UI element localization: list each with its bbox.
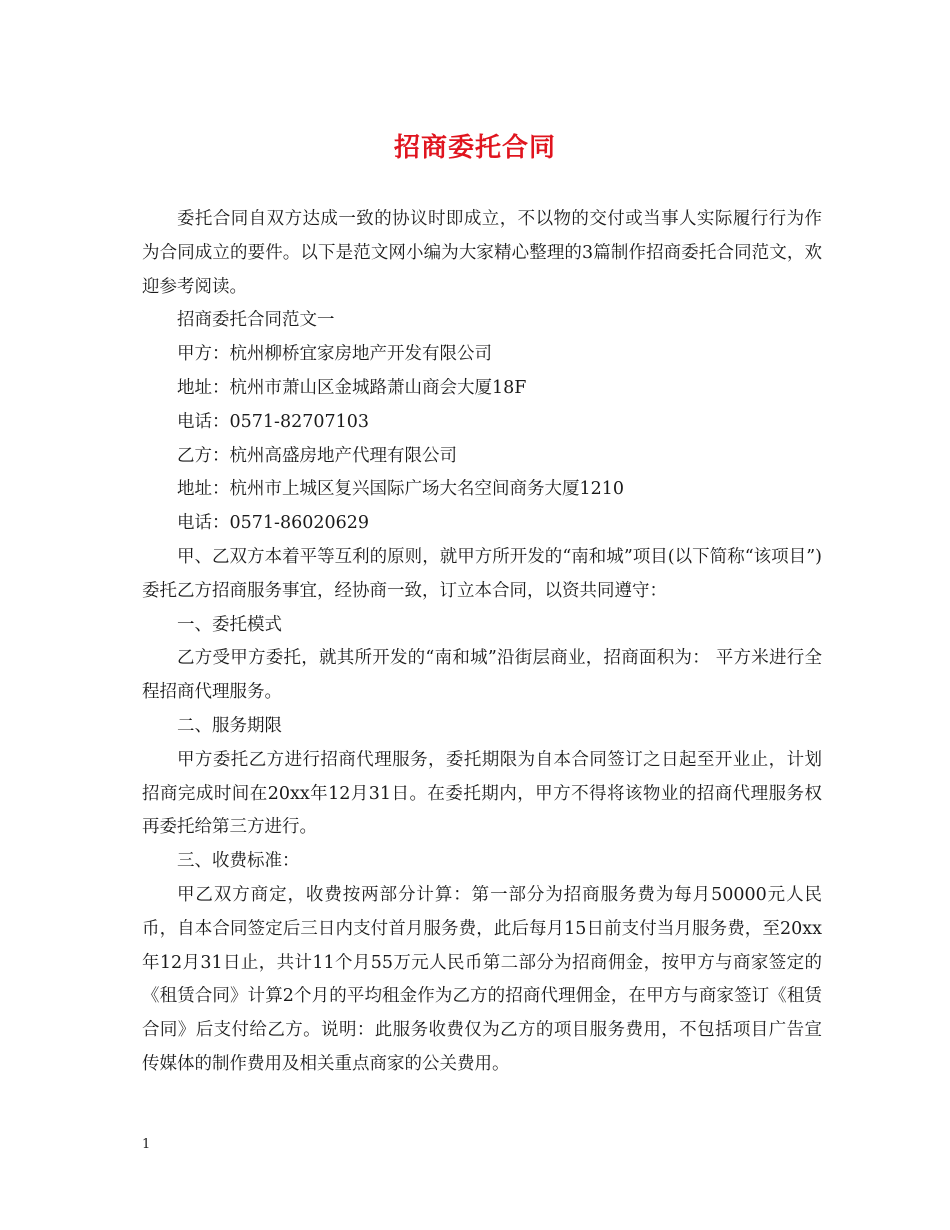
paragraph-mode: 乙方受甲方委托，就其所开发的“南和城”沿街层商业，招商面积为： 平方米进行全程招商代理服务。 [142,648,822,703]
paragraph-party-a-address: 地址：杭州市萧山区金城路萧山商会大厦18F [177,377,527,398]
paragraph-intro: 委托合同自双方达成一致的协议时即成立，不以物的交付或当事人实际履行行为作为合同成立的要件。以下是范文网小编为大家精心整理的3篇制作招商委托合同范文，欢迎参考阅读。 [142,209,822,297]
section-heading-fees: 三、收费标准： [177,851,300,872]
paragraph-party-a: 甲方：杭州柳桥宜家房地产开发有限公司 [177,344,492,365]
section-heading-term: 二、服务期限 [177,715,282,736]
paragraph-term: 甲方委托乙方进行招商代理服务，委托期限为自本合同签订之日起至开业止，计划招商完成时间在20xx年12月31日。在委托期内，甲方不得将该物业的招商代理服务权再委托给第三方进行。 [142,749,822,838]
document-title: 招商委托合同 [393,133,556,163]
section-heading-mode: 一、委托模式 [177,614,282,635]
page-number: 1 [142,1137,151,1152]
document-body [142,203,822,1082]
paragraph-preamble: 甲、乙双方本着平等互利的原则，就甲方所开发的“南和城”项目(以下简称“该项目”)委托乙方招商服务事宜，经协商一致，订立本合同，以资共同遵守： [142,546,822,601]
paragraph-sample-heading: 招商委托合同范文一 [177,310,335,331]
paragraph-party-b: 乙方：杭州高盛房地产代理有限公司 [177,445,457,466]
paragraph-party-b-phone: 电话：0571-86020629 [177,513,370,534]
paragraph-fees: 甲乙双方商定，收费按两部分计算：第一部分为招商服务费为每月50000元人民币，自本合同签定后三日内支付首月服务费，此后每月15日前支付当月服务费，至20xx年12月31日止，共计11个月55万元人民币第二部分为招商佣金，按甲方与商家签定的《租赁合同》计算2个月的平均租金作为乙方的招商代理佣金，在甲方与商家签订《租赁合同》后支付给乙方。说明：此服务收费仅为乙方的项目服务费用，不包括项目广告宣传媒体的制作费用及相关重点商家的公关费用。 [142,884,822,1074]
paragraph-party-a-phone: 电话：0571-82707103 [177,411,370,432]
paragraph-party-b-address: 地址：杭州市上城区复兴国际广场大名空间商务大厦1210 [177,479,625,500]
